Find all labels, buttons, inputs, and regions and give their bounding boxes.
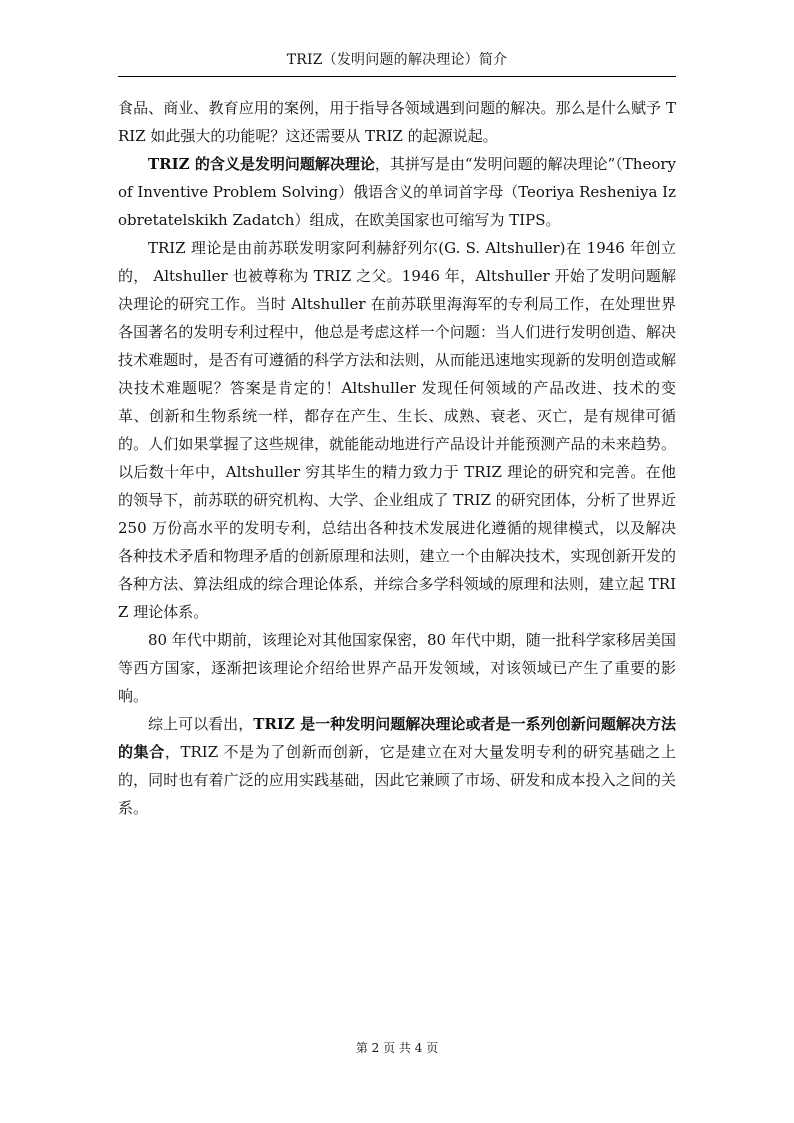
paragraph-text: 综上可以看出， (148, 715, 254, 733)
document-body (118, 94, 676, 822)
paragraph-1 (118, 94, 676, 150)
paragraph-text: 食品、商业、教育应用的案例，用于指导各领域遇到问题的解决。那么是什么赋予 TRIZ 如此强大的功能呢？这还需要从 TRIZ 的起源说起。 (118, 99, 676, 145)
paragraph-2 (118, 150, 676, 234)
paragraph-text: ，其拼写是由“发明问题的解决理论”（Theory of Inventive Problem Solving）俄语含义的单词首字母（Teoriya Resheniya Izobretatelskikh Zadatch）组成，在欧美国家也可缩写为 TIPS。 (118, 155, 676, 229)
emphasis-text: TRIZ 的含义是发明问题解决理论 (148, 155, 375, 173)
paragraph-3 (118, 234, 676, 626)
running-header: TRIZ（发明问题的解决理论）简介 (286, 52, 508, 68)
paragraph-5 (118, 710, 676, 822)
page-number: 第 2 页 共 4 页 (355, 1041, 439, 1055)
paragraph-text: 80 年代中期前，该理论对其他国家保密，80 年代中期，随一批科学家移居美国等西方国家，逐渐把该理论介绍给世界产品开发领域，对该领域已产生了重要的影响。 (118, 631, 676, 705)
emphasis-text: TRIZ 是一种发明问题解决理论或者是一系列创新问题解决方法的集合 (118, 715, 676, 761)
paragraph-text: ，TRIZ 不是为了创新而创新，它是建立在对大量发明专利的研究基础之上的，同时也有着广泛的应用实践基础，因此它兼顾了市场、研发和成本投入之间的关系。 (118, 743, 676, 817)
header-divider (118, 76, 676, 77)
paragraph-text: TRIZ 理论是由前苏联发明家阿利赫舒列尔(G. S. Altshuller)在 1946 年创立的， Altshuller 也被尊称为 TRIZ 之父。1946 年，Altshuller 开始了发明问题解决理论的研究工作。当时 Altshuller 在前苏联里海海军的专利局工作，在处理世界各国著名的发明专利过程中，他总是考虑这样一个问题：当人们进行发明创造、解决技术难题时，是否有可遵循的科学方法和法则，从而能迅速地实现新的发明创造或解决技术难题呢？答案是肯定的！Altshuller 发现任何领域的产品改进、技术的变革、创新和生物系统一样，都存在产生、生长、成熟、衰老、灭亡，是有规律可循的。人们如果掌握了这些规律，就能能动地进行产品设计并能预测产品的未来趋势。以后数十年中，Altshuller 穷其毕生的精力致力于 TRIZ 理论的研究和完善。在他的领导下，前苏联的研究机构、大学、企业组成了 TRIZ 的研究团体，分析了世界近 250 万份高水平的发明专利，总结出各种技术发展进化遵循的规律模式，以及解决各种技术矛盾和物理矛盾的创新原理和法则，建立一个由解决技术，实现创新开发的各种方法、算法组成的综合理论体系，并综合多学科领域的原理和法则，建立起 TRIZ 理论体系。 (118, 239, 676, 621)
paragraph-4 (118, 626, 676, 710)
